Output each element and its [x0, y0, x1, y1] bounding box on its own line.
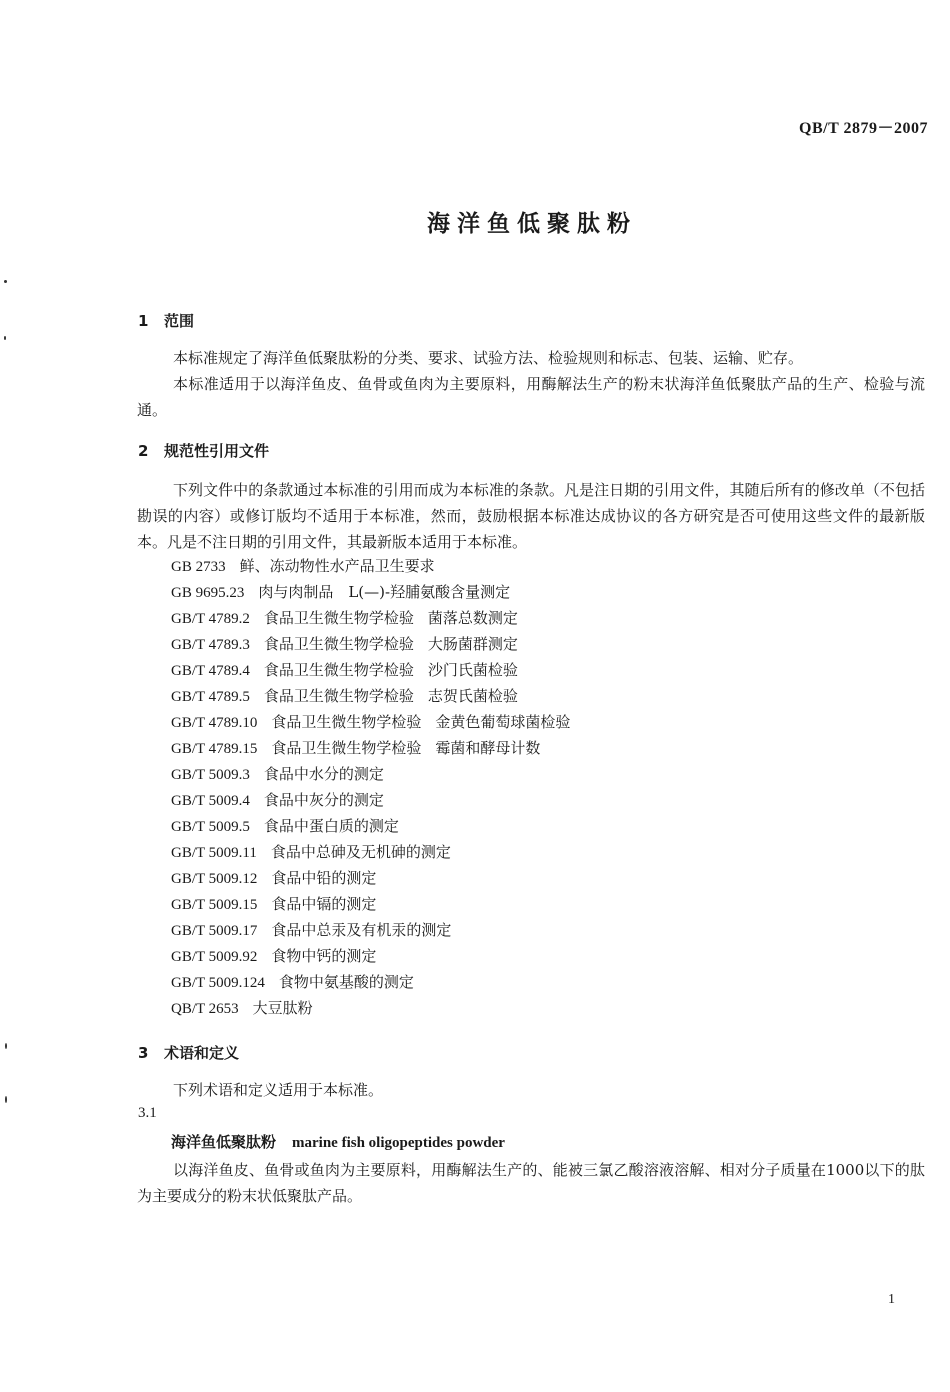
reference-code: GB/T 5009.92: [171, 949, 258, 965]
reference-code: GB/T 5009.3: [171, 767, 250, 783]
reference-code: GB/T 4789.4: [171, 663, 250, 679]
reference-title: 肉与肉制品 L(—)-羟脯氨酸含量测定: [258, 583, 511, 601]
reference-item: [171, 683, 570, 709]
reference-title: 大豆肽粉: [252, 999, 313, 1017]
section-title: 规范性引用文件: [164, 442, 270, 460]
reference-code: GB/T 4789.10: [171, 715, 258, 731]
scope-paragraph-1: 本标准规定了海洋鱼低聚肽粉的分类、要求、试验方法、检验规则和标志、包装、运输、贮存。: [173, 349, 804, 367]
reference-code: GB/T 5009.17: [171, 923, 258, 939]
page-title: 海洋鱼低聚肽粉: [427, 211, 637, 237]
reference-title: 食品卫生微生物学检验: [263, 661, 414, 679]
reference-code: GB/T 5009.4: [171, 793, 250, 809]
section-title: 范围: [164, 312, 195, 330]
section-number: 2: [138, 442, 149, 460]
reference-title: 食品卫生微生物学检验: [263, 687, 414, 705]
reference-item: [171, 735, 570, 761]
reference-code: GB 9695.23: [171, 585, 245, 601]
term-entry: [171, 1131, 505, 1152]
reference-item: [171, 995, 570, 1021]
reference-title: 食品卫生微生物学检验: [271, 713, 422, 731]
reference-item: [171, 579, 570, 605]
term-english: marine fish oligopeptides powder: [292, 1135, 505, 1151]
terms-intro: 下列术语和定义适用于本标准。: [173, 1081, 384, 1099]
scan-speck: [4, 336, 6, 340]
reference-title: 食品中总砷及无机砷的测定: [270, 843, 451, 861]
normative-refs-intro: 下列文件中的条款通过本标准的引用而成为本标准的条款。凡是注日期的引用文件，其随后所有的修改单（不包括勘误的内容）或修订版均不适用于本标准，然而，鼓励根据本标准达成协议的各方研究是否可使用这些文件的最新版本。凡是不注日期的引用文件，其最新版本适用于本标准。: [137, 481, 925, 551]
section-number: 3: [138, 1044, 149, 1062]
reference-title: 食品中水分的测定: [263, 765, 384, 783]
reference-code: GB/T 5009.12: [171, 871, 258, 887]
scan-speck: [5, 1096, 7, 1103]
reference-title: 食品中灰分的测定: [263, 791, 384, 809]
reference-code: GB/T 5009.15: [171, 897, 258, 913]
reference-subtitle: 志贺氏菌检验: [427, 687, 518, 705]
reference-item: [171, 969, 570, 995]
reference-item: [171, 709, 570, 735]
reference-code: GB/T 4789.2: [171, 611, 250, 627]
reference-item: [171, 657, 570, 683]
term-chinese: 海洋鱼低聚肽粉: [171, 1133, 277, 1151]
page-number: 1: [888, 1292, 895, 1307]
scan-speck: [4, 280, 7, 283]
scan-speck: [5, 1043, 7, 1049]
term-definition: 以海洋鱼皮、鱼骨或鱼肉为主要原料，用酶解法生产的、能被三氯乙酸溶液溶解、相对分子质量在1000以下的肽为主要成分的粉末状低聚肽产品。: [137, 1161, 925, 1205]
section-heading-normative-refs: [138, 440, 269, 461]
reference-item: [171, 839, 570, 865]
scope-paragraph-2: 本标准适用于以海洋鱼皮、鱼骨或鱼肉为主要原料，用酶解法生产的粉末状海洋鱼低聚肽产品的生产、检验与流通。: [137, 375, 925, 419]
reference-code: GB/T 5009.5: [171, 819, 250, 835]
reference-title: 食品中镉的测定: [271, 895, 377, 913]
reference-title: 食品中总汞及有机汞的测定: [271, 921, 452, 939]
reference-item: [171, 943, 570, 969]
reference-list: [171, 553, 570, 1021]
reference-item: [171, 553, 570, 579]
reference-code: GB/T 5009.124: [171, 975, 265, 991]
reference-title: 食品卫生微生物学检验: [263, 635, 414, 653]
reference-code: QB/T 2653: [171, 1001, 239, 1017]
reference-title: 鲜、冻动物性水产品卫生要求: [239, 557, 435, 575]
reference-title: 食物中氨基酸的测定: [278, 973, 414, 991]
reference-title: 食品中铅的测定: [271, 869, 377, 887]
reference-code: GB/T 4789.3: [171, 637, 250, 653]
reference-item: [171, 865, 570, 891]
reference-subtitle: 大肠菌群测定: [427, 635, 518, 653]
section-title: 术语和定义: [164, 1044, 240, 1062]
reference-code: GB/T 4789.15: [171, 741, 258, 757]
reference-code: GB/T 4789.5: [171, 689, 250, 705]
reference-item: [171, 787, 570, 813]
reference-item: [171, 917, 570, 943]
reference-subtitle: 菌落总数测定: [427, 609, 518, 627]
reference-item: [171, 761, 570, 787]
reference-subtitle: 霉菌和酵母计数: [435, 739, 541, 757]
reference-title: 食品中蛋白质的测定: [263, 817, 399, 835]
reference-item: [171, 605, 570, 631]
section-number: 1: [138, 312, 149, 330]
reference-title: 食品卫生微生物学检验: [263, 609, 414, 627]
section-heading-terms: [138, 1042, 239, 1063]
term-number: 3.1: [138, 1105, 157, 1121]
reference-title: 食物中钙的测定: [271, 947, 377, 965]
reference-subtitle: 沙门氏菌检验: [427, 661, 518, 679]
reference-code: GB/T 5009.11: [171, 845, 257, 861]
reference-subtitle: 金黄色葡萄球菌检验: [435, 713, 571, 731]
standard-code: QB/T 2879－2007: [799, 120, 928, 137]
reference-item: [171, 813, 570, 839]
reference-title: 食品卫生微生物学检验: [271, 739, 422, 757]
section-heading-scope: [138, 310, 194, 331]
reference-item: [171, 891, 570, 917]
reference-code: GB 2733: [171, 559, 226, 575]
reference-item: [171, 631, 570, 657]
